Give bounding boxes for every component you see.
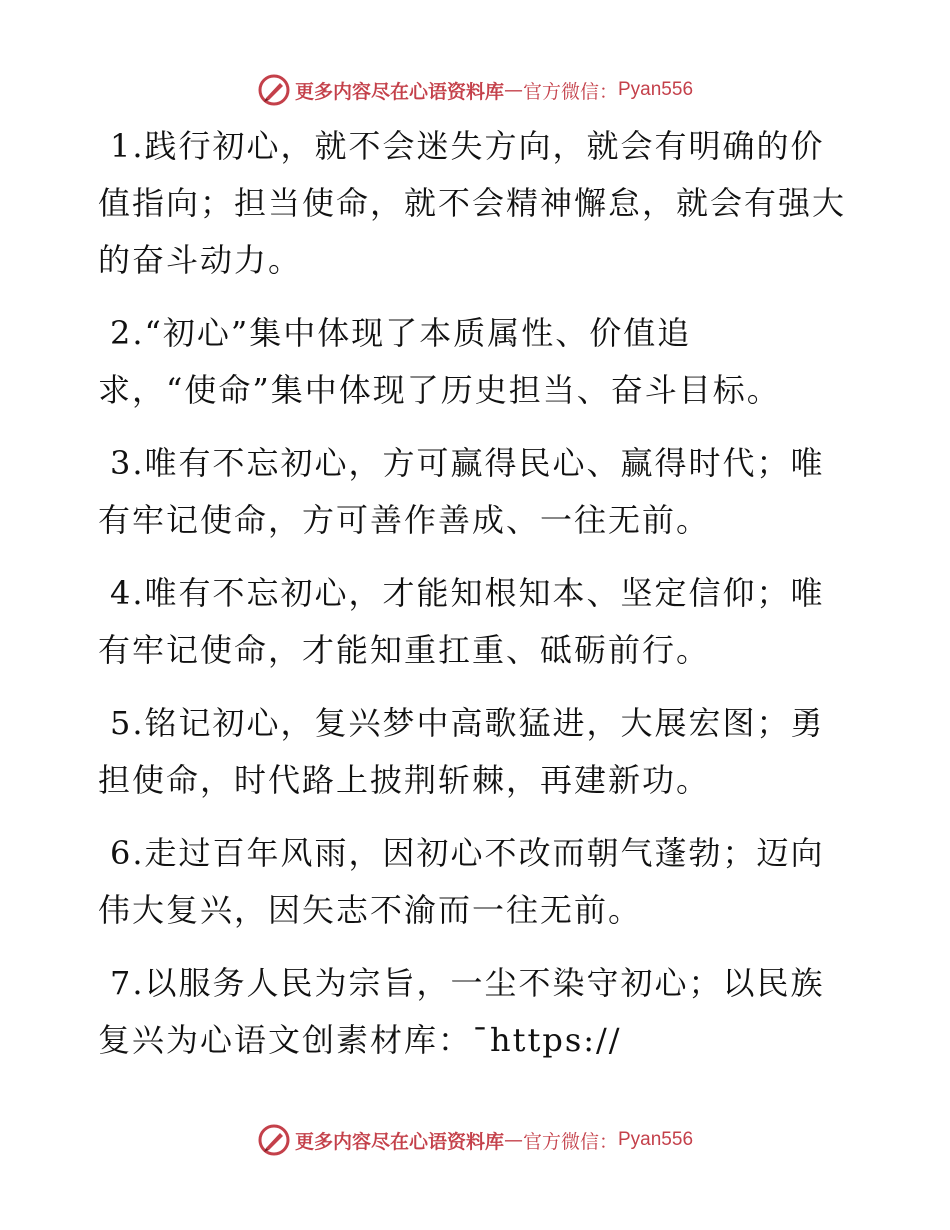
paragraph-line: 3.唯有不忘初心，方可赢得民心、赢得时代；唯	[110, 444, 825, 482]
paragraph-4	[98, 565, 858, 679]
paragraph-line: 的奋斗动力。	[98, 241, 303, 279]
paragraph-line: 7.以服务人民为宗旨，一尘不染守初心；以民族	[110, 964, 825, 1002]
banner-dash: —	[503, 1129, 523, 1151]
paragraph-line: 6.走过百年风雨，因初心不改而朝气蓬勃；迈向	[110, 834, 825, 872]
banner-wechat-label: 官方微信：	[522, 1130, 618, 1153]
paragraph-3	[98, 435, 858, 549]
footer-watermark-banner	[0, 1120, 950, 1160]
paragraph-5	[98, 695, 858, 809]
paragraph-line: 1.践行初心，就不会迷失方向，就会有明确的价	[110, 127, 825, 165]
pen-logo-icon	[257, 73, 291, 107]
paragraph-line: 复兴为心语文创素材库：¯https://	[98, 1021, 622, 1059]
paragraph-7	[98, 955, 858, 1069]
banner-dash: —	[503, 79, 523, 101]
pen-logo-icon	[257, 1123, 291, 1157]
banner-wechat-label: 官方微信：	[522, 80, 618, 103]
paragraph-line: 有牢记使命，才能知重扛重、砥砺前行。	[98, 631, 711, 669]
paragraph-1	[98, 118, 858, 289]
paragraph-line: 伟大复兴，因矢志不渝而一往无前。	[98, 891, 643, 929]
banner-site-text: 更多内容尽在心语资料库	[294, 1130, 504, 1153]
paragraph-line: 有牢记使命，方可善作善成、一往无前。	[98, 501, 711, 539]
paragraph-line: 4.唯有不忘初心，才能知根知本、坚定信仰；唯	[110, 574, 825, 612]
paragraph-line: 5.铭记初心，复兴梦中高歌猛进，大展宏图；勇	[110, 704, 825, 742]
banner-site-text: 更多内容尽在心语资料库	[294, 80, 504, 103]
paragraph-line: 求，“使命”集中体现了历史担当、奋斗目标。	[98, 371, 781, 409]
banner-wechat-handle: Pyan556	[618, 1129, 694, 1150]
paragraph-line: 担使命，时代路上披荆斩棘，再建新功。	[98, 761, 711, 799]
header-watermark-banner	[0, 70, 950, 110]
paragraph-line: 值指向；担当使命，就不会精神懈怠，就会有强大	[98, 184, 847, 222]
paragraph-line: 2.“初心”集中体现了本质属性、价值追	[110, 314, 692, 352]
banner-wechat-handle: Pyan556	[618, 79, 694, 100]
document-body	[98, 118, 858, 1085]
paragraph-6	[98, 825, 858, 939]
paragraph-2	[98, 305, 858, 419]
